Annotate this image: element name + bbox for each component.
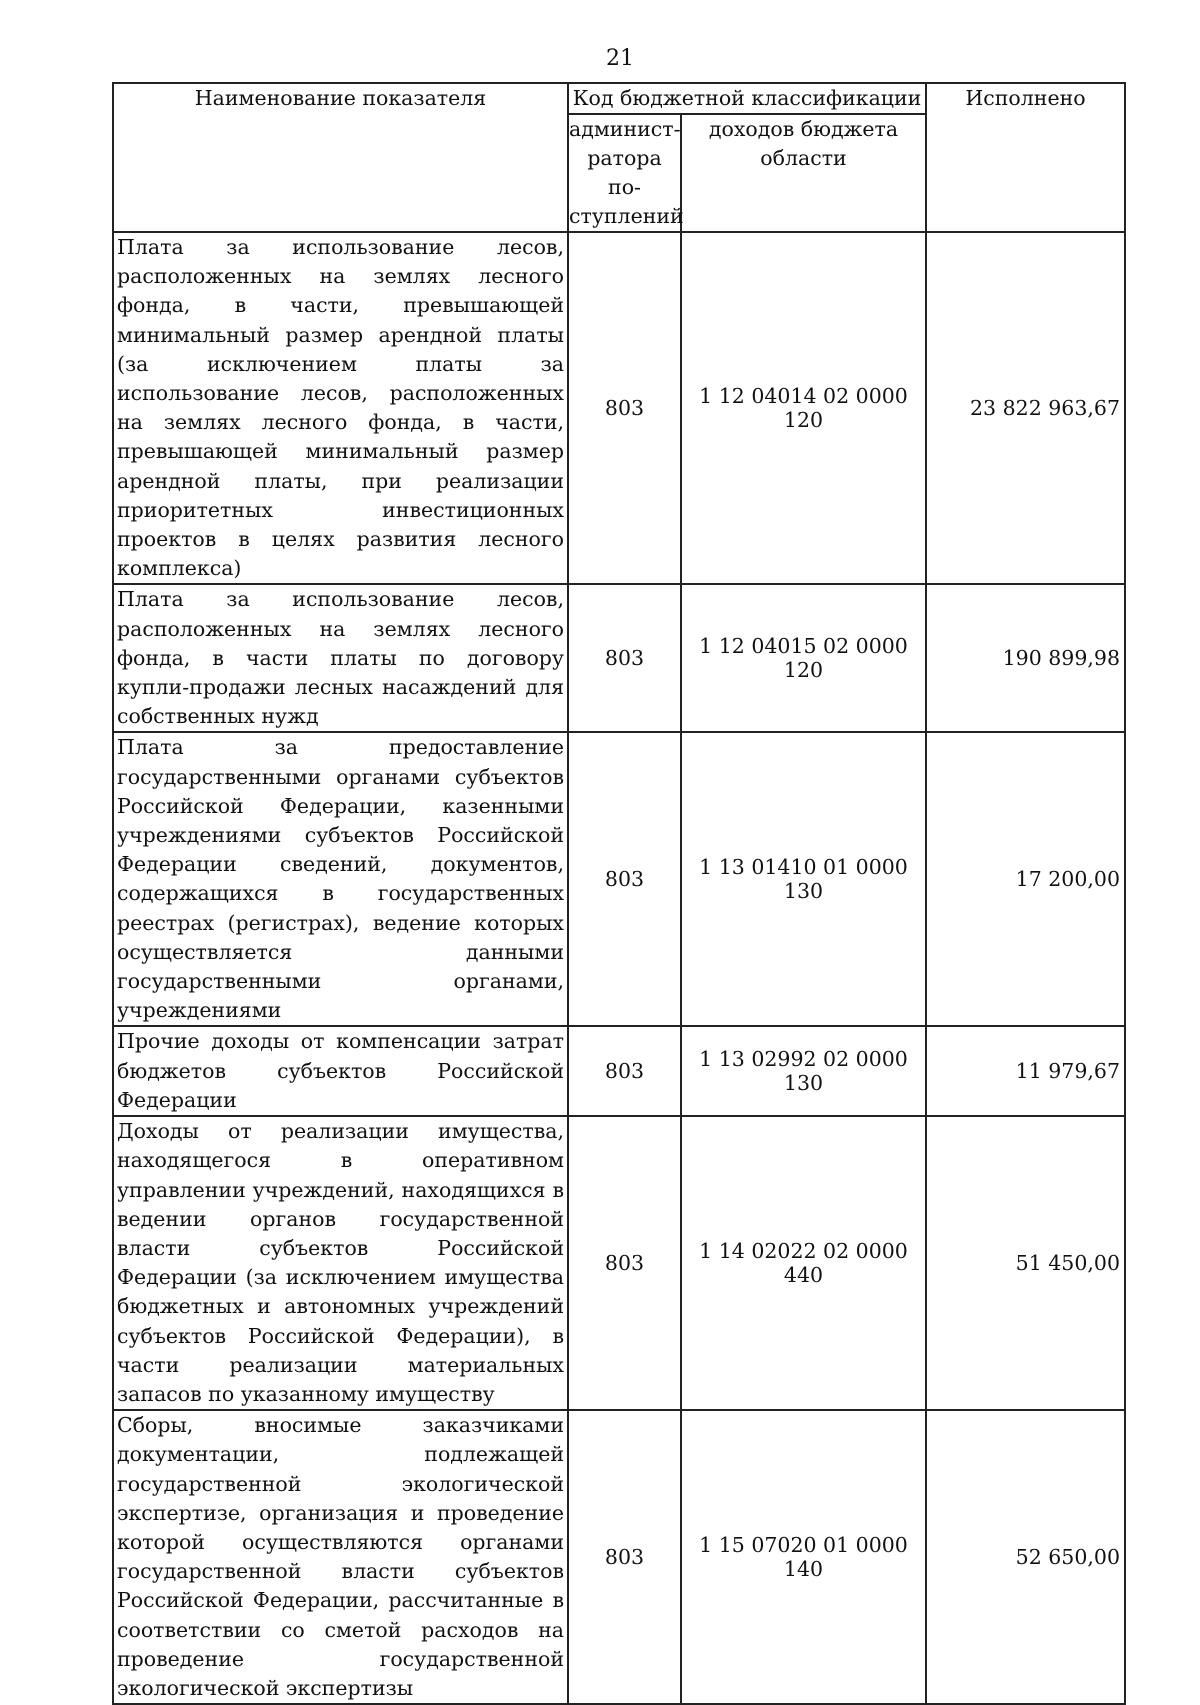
row-executed-amount: 23 822 963,67	[926, 232, 1125, 584]
row-executed-amount: 11 979,67	[926, 1026, 1125, 1116]
header-income-code: доходов бюджета области	[681, 114, 926, 232]
budget-income-table	[112, 82, 1126, 1705]
row-indicator-name: Сборы, вносимые заказчиками документации, подлежащей государственной экологической экспертизе, организация и проведение которой осуществляются органами государственной власти субъектов Российской Федерации, рассчитанные в соответствии со сметой расходов на проведение государственной экологической экспертизы	[113, 1410, 568, 1704]
header-indicator-name: Наименование показателя	[113, 83, 568, 232]
row-income-code: 1 12 04015 02 0000 120	[681, 584, 926, 732]
row-income-code: 1 13 02992 02 0000 130	[681, 1026, 926, 1116]
row-admin-code: 803	[568, 232, 681, 584]
table-row	[113, 1410, 1125, 1704]
row-indicator-name: Доходы от реализации имущества, находящегося в оперативном управлении учреждений, находящихся в ведении органов государственной власти субъектов Российской Федерации (за исключением имущества бюджетных и автономных учреждений субъектов Российской Федерации), в части реализации материальных запасов по указанному имуществу	[113, 1116, 568, 1410]
row-income-code: 1 15 07020 01 0000 140	[681, 1410, 926, 1704]
row-indicator-name: Плата за использование лесов, расположенных на землях лесного фонда, в части, превышающей минимальный размер арендной платы (за исключением платы за использование лесов, расположенных на землях лесного фонда, в части, превышающей минимальный размер арендной платы, при реализации приоритетных инвестиционных проектов в целях развития лесного комплекса)	[113, 232, 568, 584]
header-administrator-text: админист-ратора по-ступлений	[569, 117, 684, 228]
row-income-code: 1 12 04014 02 0000 120	[681, 232, 926, 584]
table-row	[113, 1116, 1125, 1410]
row-admin-code: 803	[568, 1116, 681, 1410]
table-header-row	[113, 83, 1125, 114]
row-admin-code: 803	[568, 584, 681, 732]
row-indicator-name: Прочие доходы от компенсации затрат бюджетов субъектов Российской Федерации	[113, 1026, 568, 1116]
row-admin-code: 803	[568, 1026, 681, 1116]
table-row	[113, 1026, 1125, 1116]
row-executed-amount: 52 650,00	[926, 1410, 1125, 1704]
header-budget-code: Код бюджетной классификации	[568, 83, 926, 114]
row-income-code: 1 13 01410 01 0000 130	[681, 732, 926, 1026]
table-row	[113, 584, 1125, 732]
header-administrator	[568, 114, 684, 232]
row-admin-code: 803	[568, 732, 681, 1026]
row-indicator-name: Плата за использование лесов, расположенных на землях лесного фонда, в части платы по договору купли-продажи лесных насаждений для собственных нужд	[113, 584, 568, 732]
table-row	[113, 232, 1125, 584]
row-indicator-name: Плата за предоставление государственными органами субъектов Российской Федерации, казенными учреждениями субъектов Российской Федерации сведений, документов, содержащихся в государственных реестрах (регистрах), ведение которых осуществляется данными государственными органами, учреждениями	[113, 732, 568, 1026]
row-executed-amount: 51 450,00	[926, 1116, 1125, 1410]
row-admin-code: 803	[568, 1410, 681, 1704]
row-income-code: 1 14 02022 02 0000 440	[681, 1116, 926, 1410]
table-row	[113, 732, 1125, 1026]
row-executed-amount: 190 899,98	[926, 584, 1125, 732]
header-executed: Исполнено	[926, 83, 1125, 232]
row-executed-amount: 17 200,00	[926, 732, 1125, 1026]
page-number: 21	[606, 46, 634, 71]
